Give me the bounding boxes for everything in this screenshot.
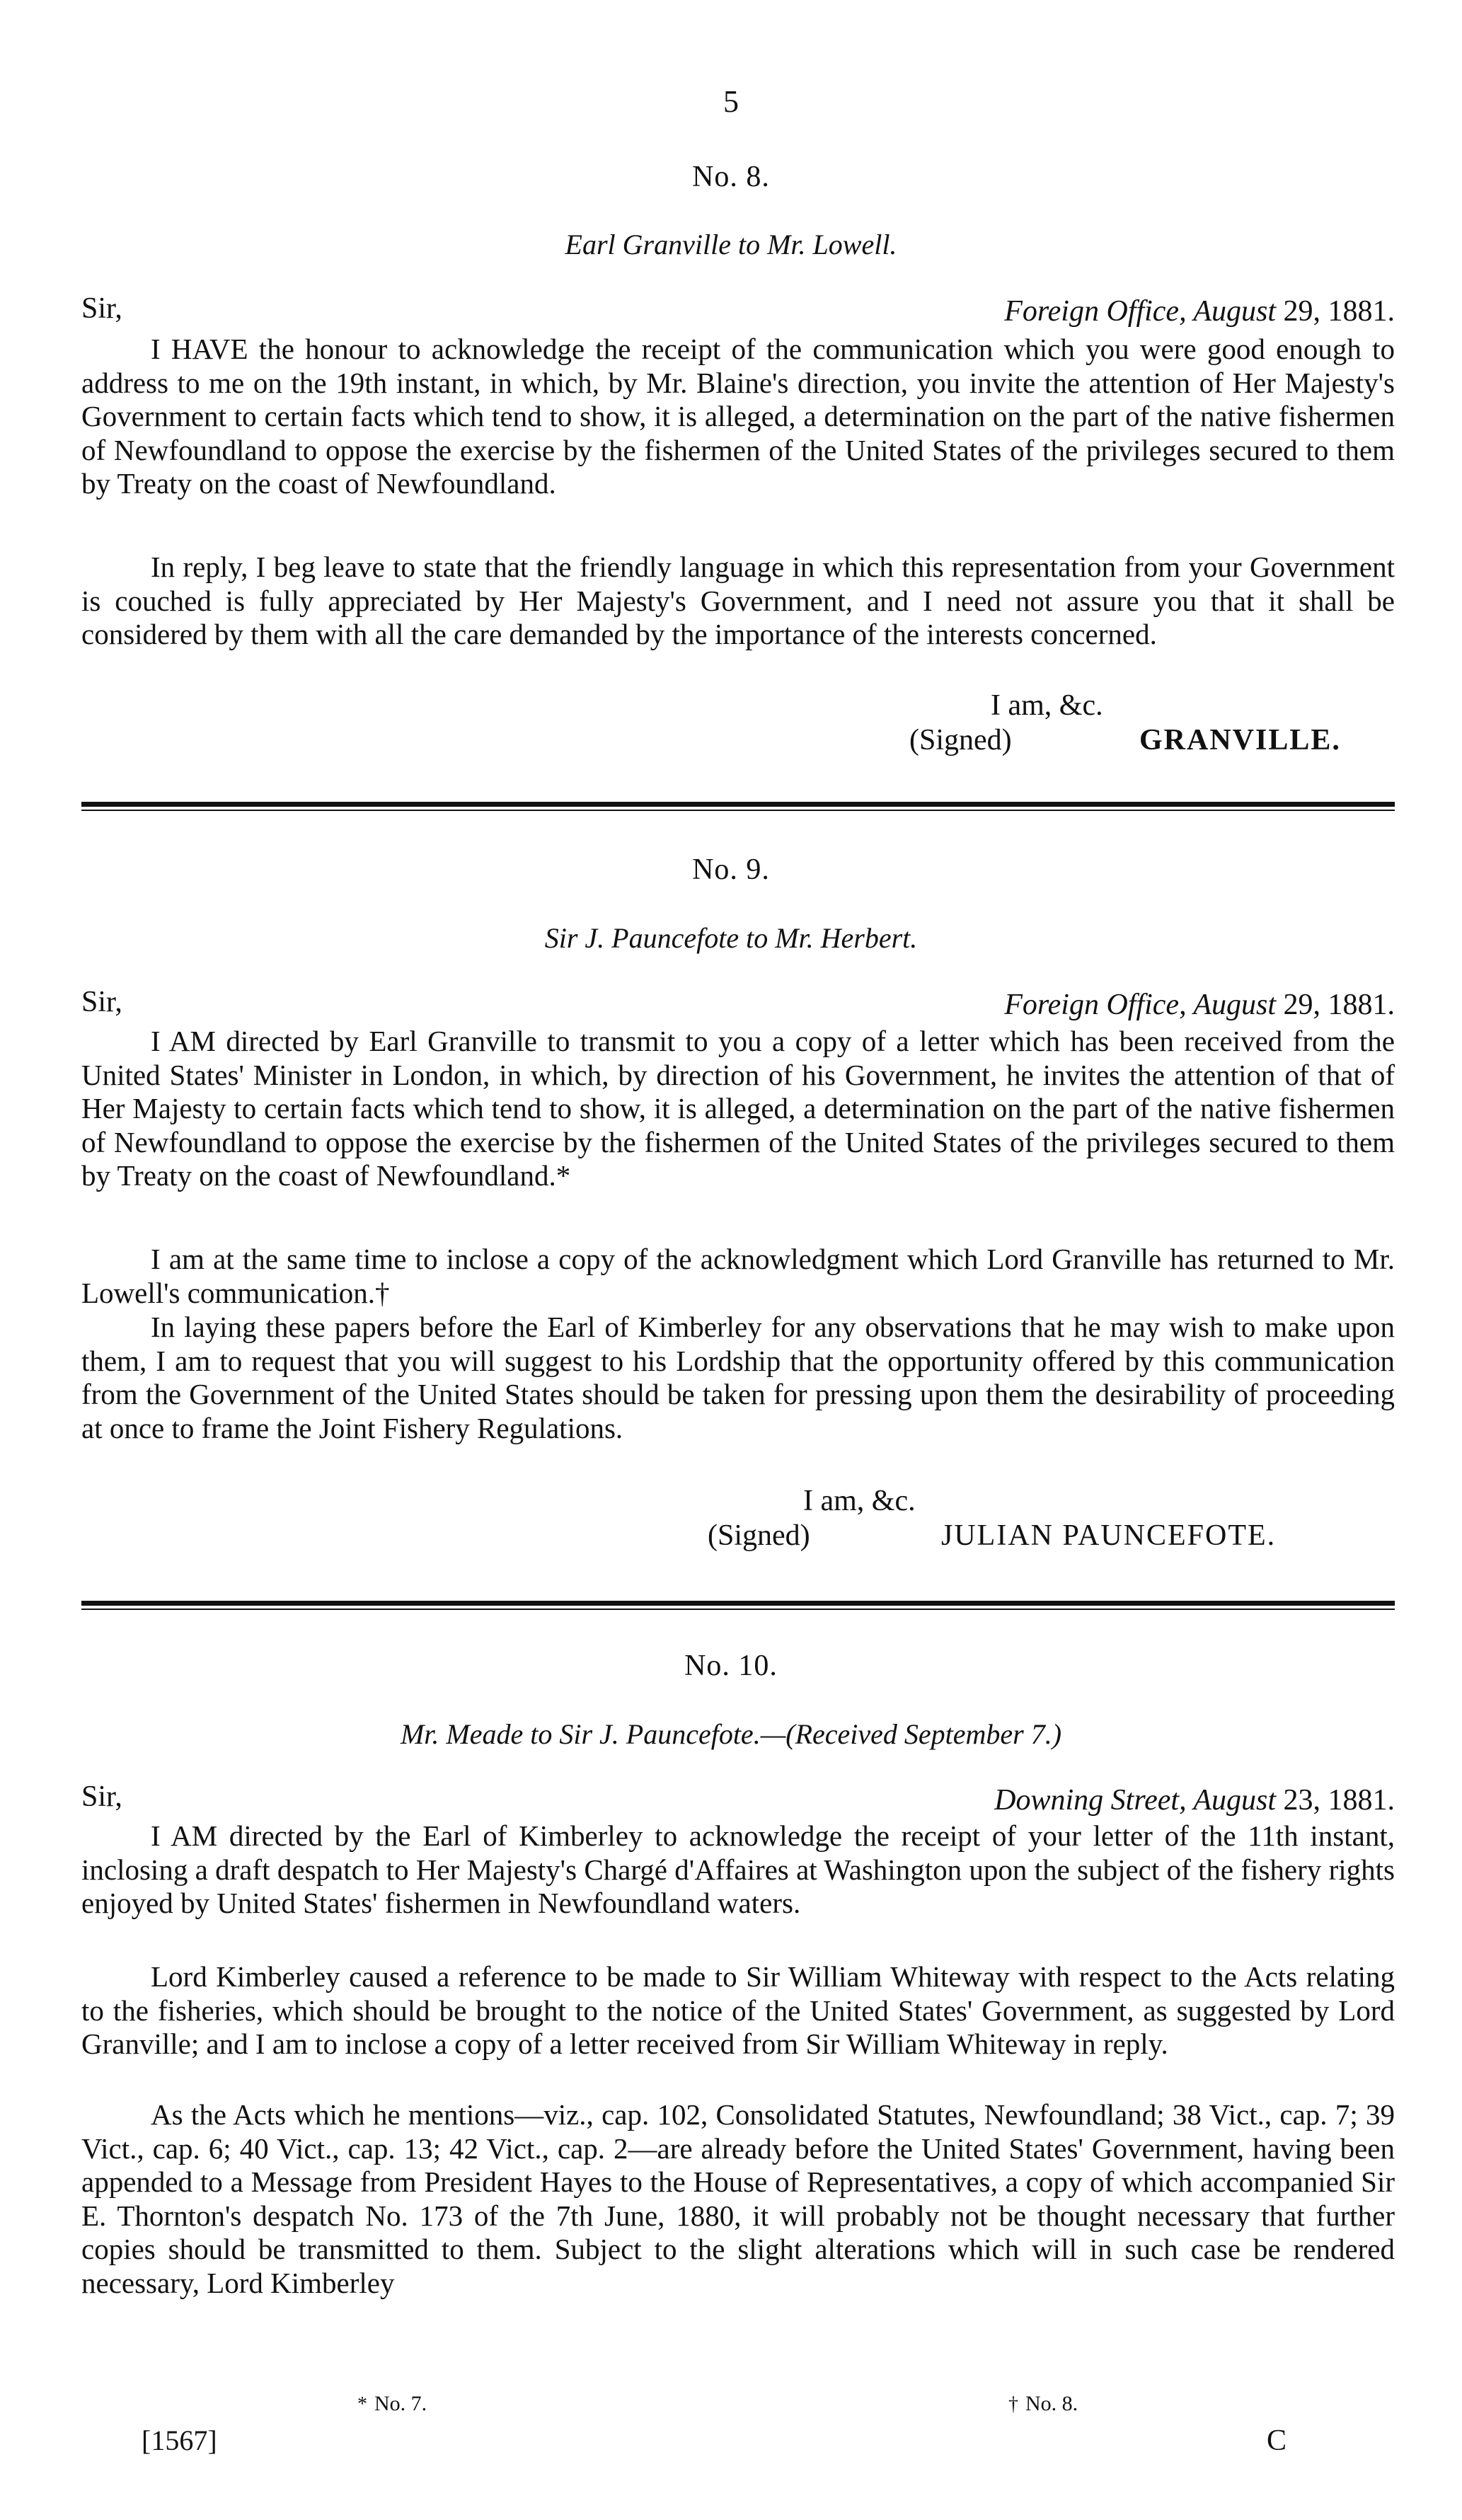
footnote-mark: * xyxy=(357,2393,367,2415)
salutation: Sir, xyxy=(81,292,122,325)
signer-name: JULIAN PAUNCEFOTE. xyxy=(941,1519,1277,1552)
footnote-mark: † xyxy=(1008,2393,1018,2415)
paragraph: As the Acts which he mentions—viz., cap. 102, Consolidated Statutes, Newfoundland; 38 Vict., cap. 7; 39 Vict., cap. 6; 40 Vict., cap. 13; 42 Vict., cap. 2—are already before the United States' Government, having been appended to a Message from President Hayes to the House of Representatives, a copy of which accompanied Sir E. Thornton's despatch No. 173 of the 7th June, 1880, it will probably not be thought necessary that further copies should be transmitted to them. Subject to the slight alterations which will in such case be rendered necessary, Lord Kimberley xyxy=(81,2098,1395,2299)
paragraph: I am at the same time to inclose a copy of the acknowledgment which Lord Granville has returned to Mr. Lowell's communication.† xyxy=(81,1243,1395,1309)
footnote xyxy=(1008,2392,1078,2416)
section-number: No. 8. xyxy=(692,161,770,193)
signature-letter: C xyxy=(1267,2424,1287,2457)
dateline-date: 29, 1881. xyxy=(1283,295,1395,328)
dateline xyxy=(1004,988,1395,1022)
paragraph: Lord Kimberley caused a reference to be made to Sir William Whiteway with respect to the Acts relating to the fisheries, which should be brought to the notice of the United States' Government, as suggested by Lord Granville; and I am to inclose a copy of a letter received from Sir William Whiteway in reply. xyxy=(81,1960,1395,2060)
dateline xyxy=(994,1783,1395,1817)
signer-name: GRANVILLE. xyxy=(1139,724,1341,756)
salutation: Sir, xyxy=(81,1780,122,1813)
dateline-date: 23, 1881. xyxy=(1283,1784,1395,1817)
section-number: No. 10. xyxy=(684,1650,778,1682)
dateline-place: Foreign Office, August xyxy=(1004,295,1276,328)
section-title: Sir J. Pauncefote to Mr. Herbert. xyxy=(544,922,918,954)
signed-label: (Signed) xyxy=(909,724,1012,756)
footnote-text: No. 8. xyxy=(1025,2392,1078,2415)
section-divider xyxy=(81,1601,1395,1606)
paragraph: I AM directed by the Earl of Kimberley to acknowledge the receipt of your letter of the 11th instant, inclosing a draft despatch to Her Majesty's Chargé d'Affaires at Washington upon the subject of the fishery rights enjoyed by United States' fishermen in Newfoundland waters. xyxy=(81,1819,1395,1919)
dateline xyxy=(1004,294,1395,328)
dateline-place: Foreign Office, August xyxy=(1004,989,1276,1021)
section-divider xyxy=(81,802,1395,807)
paragraph: In reply, I beg leave to state that the friendly language in which this representation from your Government is couched is fully appreciated by Her Majesty's Government, and I need not assure you that it shall be considered by them with all the care demanded by the importance of the interests concerned. xyxy=(81,551,1395,650)
section-number: No. 9. xyxy=(692,853,770,886)
paragraph: I AM directed by Earl Granville to transmit to you a copy of a letter which has been received from the United States' Minister in London, in which, by direction of his Government, he invites the attention of that of Her Majesty to certain facts which tend to show, it is alleged, a determination on the part of the native fishermen of Newfoundland to oppose the exercise by the fishermen of the United States of the privileges secured to them by Treaty on the coast of Newfoundland.* xyxy=(81,1025,1395,1192)
closing: I am, &c. xyxy=(803,1485,916,1517)
page-number: 5 xyxy=(723,84,739,119)
section-title: Mr. Meade to Sir J. Pauncefote.—(Received September 7.) xyxy=(400,1718,1062,1750)
dateline-date: 29, 1881. xyxy=(1283,989,1395,1021)
paragraph: I HAVE the honour to acknowledge the receipt of the communication which you were good enough to address to me on the 19th instant, in which, by Mr. Blaine's direction, you invite the attention of Her Majesty's Government to certain facts which tend to show, it is alleged, a determination on the part of the native fishermen of Newfoundland to oppose the exercise by the fishermen of the United States of the privileges secured to them by Treaty on the coast of Newfoundland. xyxy=(81,333,1395,500)
footnote-text: No. 7. xyxy=(374,2392,427,2415)
dateline-place: Downing Street, August xyxy=(994,1784,1276,1817)
salutation: Sir, xyxy=(81,986,122,1018)
print-number: [1567] xyxy=(142,2424,217,2456)
section-title: Earl Granville to Mr. Lowell. xyxy=(565,229,897,260)
paragraph: In laying these papers before the Earl of Kimberley for any observations that he may wish to make upon them, I am to request that you will suggest to his Lordship that the opportunity offered by this communication from the Government of the United States should be taken for pressing upon them the desirability of proceeding at once to frame the Joint Fishery Regulations. xyxy=(81,1311,1395,1444)
signed-label: (Signed) xyxy=(708,1519,810,1552)
closing: I am, &c. xyxy=(991,689,1103,722)
footnote xyxy=(357,2392,427,2416)
